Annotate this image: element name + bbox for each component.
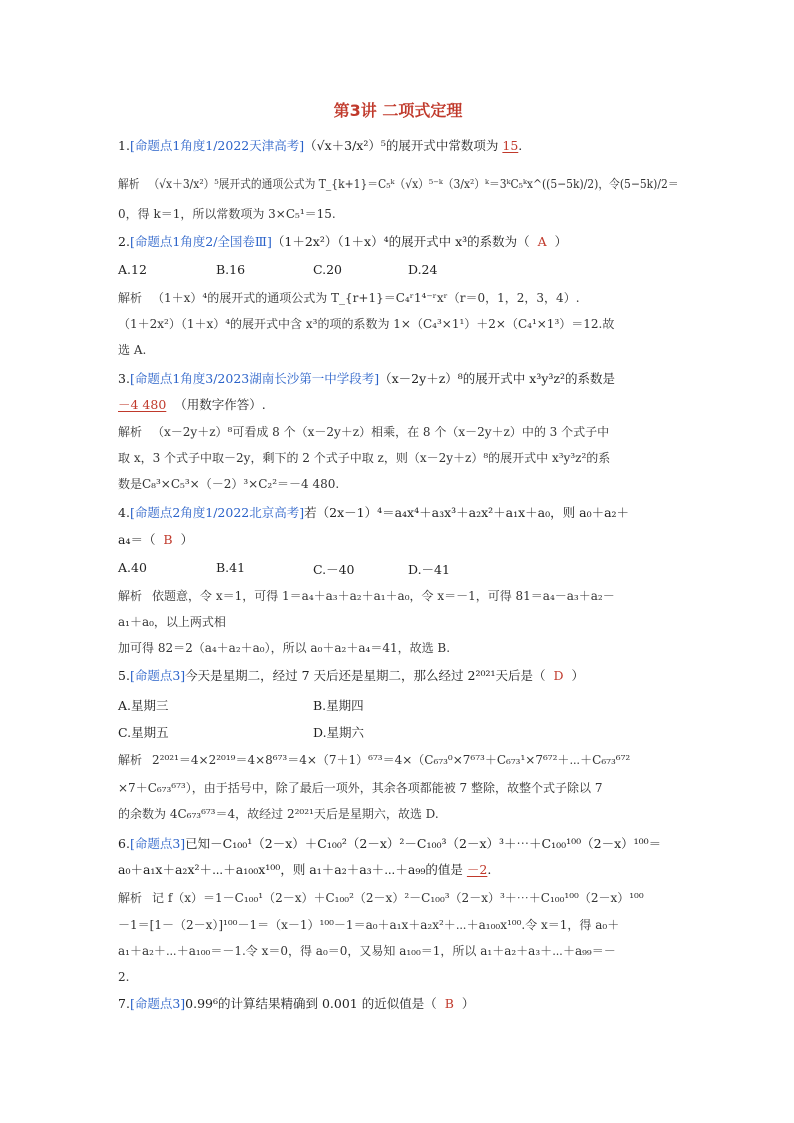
question-3: 3.[命题点1角度3/2023湖南长沙第一中学段考]（x－2y＋z）⁸的展开式中 x³y³z²的系数是 <box>118 371 615 386</box>
solution-4-line-3: 加可得 82＝2（a₄＋a₂＋a₀），所以 a₀＋a₂＋a₄＝41，故选 B. <box>118 641 451 655</box>
solution-2-line-1: 解析 （1＋x）⁴的展开式的通项公式为 T_{r+1}＝C₄ʳ1⁴⁻ʳxʳ（r＝0，1，2，3，4）. <box>118 291 580 305</box>
question-7: 7.[命题点3]0.99⁶的计算结果精确到 0.001 的近似值是（ B ） <box>118 996 475 1011</box>
solution-3-line-2: 取 x，3 个式子中取－2y，剩下的 2 个式子中取 z，则（x－2y＋z）⁸的展开式中 x³y³z²的系 <box>118 451 611 465</box>
option-a: A.40 <box>118 560 147 575</box>
page-title: 第3讲 二项式定理 <box>333 101 463 120</box>
option-b: B.16 <box>216 262 246 277</box>
option-d: D.24 <box>408 262 438 277</box>
solution-5-line-2: ×7＋C₆₇₃⁶⁷³），由于括号中，除了最后一项外，其余各项都能被 7 整除，故整个式子除以 7 <box>118 781 603 795</box>
answer-choice: B <box>444 996 454 1011</box>
question-tag: [命题点2角度1/2022北京高考] <box>129 505 305 520</box>
question-tag: [命题点3] <box>129 996 186 1011</box>
solution-5-line-3: 的余数为 4C₆₇₃⁶⁷³＝4，故经过 2²⁰²¹天后是星期六，故选 D. <box>118 807 439 821</box>
question-6: 6.[命题点3]已知－C₁₀₀¹（2－x）＋C₁₀₀²（2－x）²－C₁₀₀³（2－x）³＋⋯＋C₁₀₀¹⁰⁰（2－x）¹⁰⁰＝ <box>118 836 662 851</box>
question-number: 1. <box>118 138 130 153</box>
option-d: D.星期六 <box>313 725 365 740</box>
solution-4-line-1: 解析 依题意，令 x＝1，可得 1＝a₄＋a₃＋a₂＋a₁＋a₀，令 x＝－1，可得 81＝a₄－a₃＋a₂－ <box>118 589 615 603</box>
option-c: C.星期五 <box>118 725 169 740</box>
question-tag: [命题点1角度3/2023湖南长沙第一中学段考] <box>129 371 380 386</box>
question-6-cont: a₀＋a₁x＋a₂x²＋⋯＋a₁₀₀x¹⁰⁰，则 a₁＋a₂＋a₃＋⋯＋a₉₉的值是 －2. <box>118 862 492 877</box>
option-b: B.星期四 <box>313 698 364 713</box>
solution-3-line-3: 数是C₈³×C₅³×（－2）³×C₂²＝－4 480. <box>118 477 340 491</box>
option-a: A.星期三 <box>118 698 169 713</box>
solution-6-line-4: 2. <box>118 970 130 984</box>
question-5: 5.[命题点3]今天是星期二，经过 7 天后还是星期二，那么经过 2²⁰²¹天后是（ D ） <box>118 668 584 683</box>
answer-blank: －2 <box>466 862 488 877</box>
question-2: 2.[命题点1角度2/全国卷Ⅲ]（1＋2x²）（1＋x）⁴的展开式中 x³的系数为（ A ） <box>118 234 568 249</box>
answer-choice: B <box>163 532 173 547</box>
solution-5-line-1: 解析 2²⁰²¹＝4×2²⁰¹⁹＝4×8⁶⁷³＝4×（7＋1）⁶⁷³＝4×（C₆₇₃⁰×7⁶⁷³＋C₆₇₃¹×7⁶⁷²＋⋯＋C₆₇₃⁶⁷² <box>118 753 631 767</box>
answer-choice: D <box>553 668 564 683</box>
solution-3-line-1: 解析 （x－2y＋z）⁸可看成 8 个（x－2y＋z）相乘，在 8 个（x－2y＋z）中的 3 个式子中 <box>118 425 610 439</box>
question-3-cont: －4 480 （用数字作答）. <box>118 397 266 412</box>
answer-blank: －4 480 <box>118 397 167 412</box>
solution-1-line-2: 0，得 k＝1，所以常数项为 3×C₅¹＝15. <box>118 207 336 221</box>
question-tag: [命题点3] <box>129 836 186 851</box>
solution-6-line-2: －1＝[1－（2－x）]¹⁰⁰－1＝（x－1）¹⁰⁰－1＝a₀＋a₁x＋a₂x²＋⋯＋a₁₀₀x¹⁰⁰.令 x＝1，得 a₀＋ <box>118 918 620 932</box>
question-tag: [命题点3] <box>129 668 186 683</box>
question-tag: [命题点1角度2/全国卷Ⅲ] <box>129 234 272 249</box>
question-tag: [命题点1角度1/2022天津高考] <box>129 138 305 153</box>
question-1: 1.[命题点1角度1/2022天津高考]（√x＋3/x²）⁵的展开式中常数项为 15. <box>118 138 523 153</box>
option-c: C.20 <box>313 262 342 277</box>
question-body: （√x＋3/x²）⁵的展开式中常数项为 <box>304 138 499 153</box>
solution-label: 解析 <box>118 177 140 191</box>
solution-2-line-3: 选 A. <box>118 343 147 357</box>
answer-blank: 15 <box>502 138 519 153</box>
solution-4-line-2: a₁＋a₀，以上两式相 <box>118 615 226 629</box>
solution-2-line-2: （1＋2x²）（1＋x）⁴的展开式中含 x³的项的系数为 1×（C₄³×1¹）＋2×（C₄¹×1³）＝12.故 <box>118 317 615 331</box>
solution-6-line-3: a₁＋a₂＋⋯＋a₁₀₀＝－1.令 x＝0，得 a₀＝0，又易知 a₁₀₀＝1，所以 a₁＋a₂＋a₃＋⋯＋a₉₉＝－ <box>118 944 616 958</box>
solution-1-line-1: 解析 （√x＋3/x²）⁵展开式的通项公式为 T_{k+1}＝C₅ᵏ（√x）⁵⁻ᵏ（3/x²）ᵏ＝3ᵏC₅ᵏx^((5−5k)/2)，令(5−5k)/2＝ <box>118 177 679 191</box>
answer-choice: A <box>537 234 547 249</box>
question-4: 4.[命题点2角度1/2022北京高考]若（2x－1）⁴＝a₄x⁴＋a₃x³＋a₂x²＋a₁x＋a₀，则 a₀＋a₂＋ <box>118 505 630 520</box>
solution-6-line-1: 解析 记 f（x）＝1－C₁₀₀¹（2－x）＋C₁₀₀²（2－x）²－C₁₀₀³（2－x）³＋⋯＋C₁₀₀¹⁰⁰（2－x）¹⁰⁰ <box>118 891 644 905</box>
option-b: B.41 <box>216 560 246 575</box>
question-4-cont: a₄＝（ B ） <box>118 532 194 547</box>
option-a: A.12 <box>118 262 147 277</box>
option-c: C.－40 <box>313 562 355 577</box>
option-d: D.－41 <box>408 562 450 577</box>
